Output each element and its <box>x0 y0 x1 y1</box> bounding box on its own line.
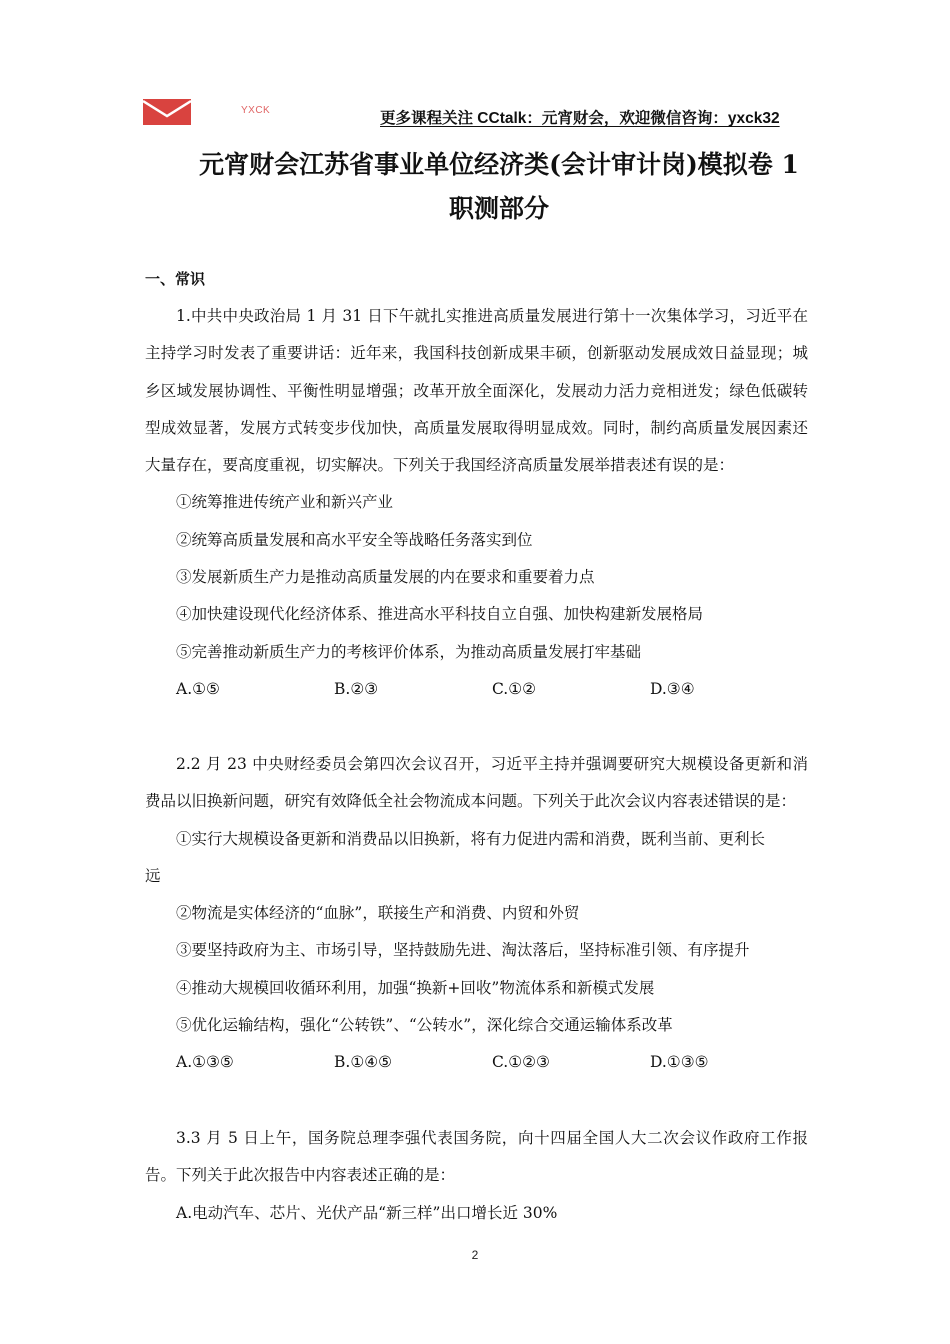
option-d: D.③④ <box>650 679 695 698</box>
option-c: C.①②③ <box>492 1053 550 1072</box>
statement-item: ⑤完善推动新质生产力的考核评价体系，为推动高质量发展打牢基础 <box>176 642 642 661</box>
envelope-logo-icon <box>143 99 191 125</box>
document-title: 元宵财会江苏省事业单位经济类(会计审计岗)模拟卷 1 <box>199 150 799 179</box>
option-b: B.②③ <box>334 679 379 698</box>
question-2 <box>145 746 808 1082</box>
statement-item: ②统筹高质量发展和高水平安全等战略任务落实到位 <box>176 530 533 549</box>
question-stem: 1.中共中央政治局 1 月 31 日下午就扎实推进高质量发展进行第十一次集体学习，习近平在主持学习时发表了重要讲话：近年来，我国科技创新成果丰硕，创新驱动发展成效日益显现；城乡区域发展协调性、平衡性明显增强；改革开放全面深化，发展动力活力竞相迸发；绿色低碳转型成效显著，发展方式转变步伐加快，高质量发展取得明显成效。同时，制约高质量发展因素还大量存在，要高度重视，切实解决。下列关于我国经济高质量发展举措表述有误的是： <box>145 307 808 475</box>
answer-options <box>145 1044 808 1081</box>
statement-item: ③发展新质生产力是推动高质量发展的内在要求和重要着力点 <box>176 568 595 587</box>
statement-item: ①实行大规模设备更新和消费品以旧换新，将有力促进内需和消费，既利当前、更利长 <box>176 829 766 848</box>
option-c: C.①② <box>492 679 537 698</box>
option-a: A.①③⑤ <box>176 1053 234 1072</box>
question-stem: 2.2 月 23 中央财经委员会第四次会议召开，习近平主持并强调要研究大规模设备更新和消费品以旧换新问题，研究有效降低全社会物流成本问题。下列关于此次会议内容表述错误的是： <box>145 755 808 811</box>
question-stem: 3.3 月 5 日上午，国务院总理李强代表国务院，向十四届全国人大二次会议作政府工作报告。下列关于此次报告中内容表述正确的是： <box>145 1129 808 1185</box>
option-d: D.①③⑤ <box>650 1053 709 1072</box>
question-1 <box>145 298 808 708</box>
statement-item: ③要坚持政府为主、市场引导，坚持鼓励先进、淘汰落后，坚持标准引领、有序提升 <box>176 941 750 960</box>
statement-item-continued: 远 <box>145 866 161 885</box>
statement-item: ④加快建设现代化经济体系、推进高水平科技自立自强、加快构建新发展格局 <box>176 605 704 624</box>
header-promo-note: 更多课程关注 CCtalk：元宵财会，欢迎微信咨询：yxck32 <box>380 110 780 127</box>
section-heading: 一、常识 <box>145 270 206 288</box>
logo-text: YXCK <box>241 105 271 116</box>
answer-options <box>145 671 808 708</box>
option-a: A.①⑤ <box>176 679 220 698</box>
question-3 <box>145 1120 808 1232</box>
document-subtitle: 职测部分 <box>448 194 549 223</box>
statement-item: ①统筹推进传统产业和新兴产业 <box>176 493 394 512</box>
page-number: 2 <box>471 1248 479 1262</box>
statement-item: ⑤优化运输结构，强化“公转铁”、“公转水”，深化综合交通运输体系改革 <box>176 1016 673 1035</box>
statement-item: ④推动大规模回收循环利用，加强“换新+回收”物流体系和新模式发展 <box>176 978 655 997</box>
option-b: B.①④⑤ <box>334 1053 393 1072</box>
statement-item: ②物流是实体经济的“血脉”，联接生产和消费、内贸和外贸 <box>176 904 580 923</box>
option-a: A.电动汽车、芯片、光伏产品“新三样”出口增长近 30% <box>176 1203 558 1222</box>
